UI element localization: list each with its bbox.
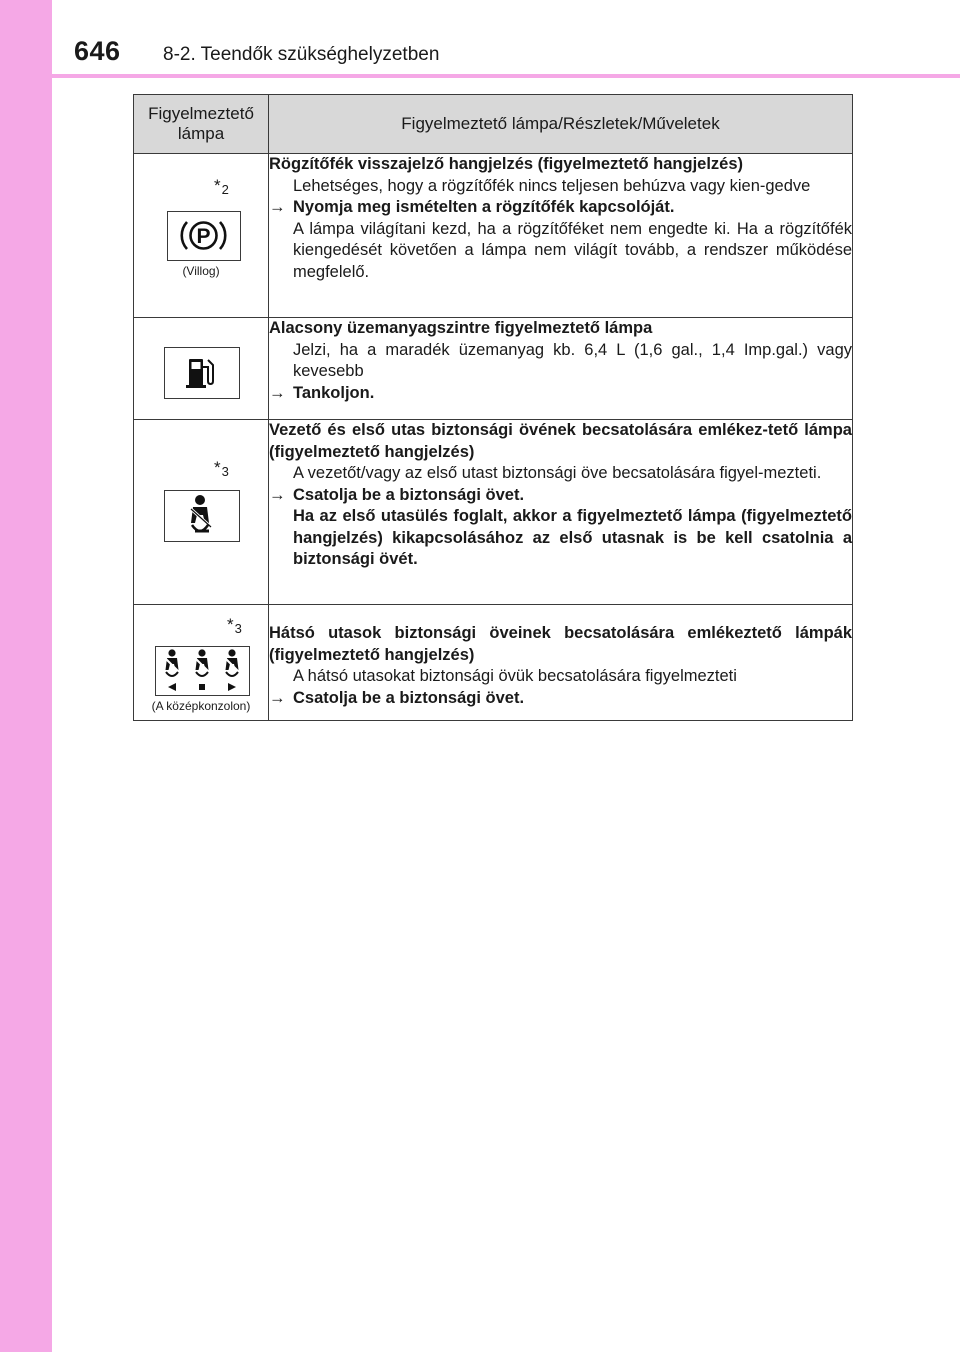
table-row [134, 154, 853, 318]
icon-cell [134, 154, 269, 318]
action-line [269, 383, 852, 405]
footnote-mark: $*_3$ [214, 458, 229, 479]
action-extra: Ha az első utasülés foglalt, akkor a figyelmeztető lámpa (figyelmeztető hangjelzés) kikapcsolásához az első utasnak is be kell csatolnia a biztonsági övét. [293, 507, 852, 568]
arrow-icon: → [269, 198, 286, 216]
svg-text:P: P [196, 225, 211, 248]
icon-cell [134, 318, 269, 420]
lamp-detail: Jelzi, ha a maradék üzemanyag kb. 6,4 L (1,6 gal., 1,4 Imp.gal.) vagy kevesebb [293, 340, 852, 380]
section-title: 8-2. Teendők szükséghelyzetben [163, 44, 440, 65]
description-cell [269, 318, 853, 420]
lamp-title: Vezető és első utas biztonsági övének becsatolására emlékez-tető lámpa (figyelmeztető hangjelzés) [269, 421, 852, 461]
description-cell [269, 605, 853, 721]
action-extra: A lámpa világítani kezd, ha a rögzítőféket nem engedte ki. Ha a rögzítőfék kiengedését követően a lámpa nem világít tovább, a rendszer működése megfelelő. [293, 219, 852, 281]
parking-brake-icon [167, 211, 241, 261]
arrow-icon: → [269, 688, 286, 707]
lamp-title: Hátsó utasok biztonsági öveinek becsatolására emlékeztető lámpák (figyelmeztető hangjelzés) [269, 624, 852, 664]
lamp-detail: Lehetséges, hogy a rögzítőfék nincs teljesen behúzva vagy kien-gedve [293, 176, 811, 195]
arrow-icon: → [269, 485, 286, 504]
lamp-detail: A hátsó utasokat biztonsági övük becsatolására figyelmezteti [293, 667, 737, 685]
icon-caption: (Villog) [182, 264, 220, 278]
action-line [269, 197, 852, 219]
description-cell [269, 154, 853, 318]
table-row [134, 420, 853, 605]
fuel-pump-icon [164, 347, 240, 399]
lamp-detail: A vezetőt/vagy az első utast biztonsági öve becsatolására figyel-mezteti. [293, 464, 822, 482]
table-row [134, 605, 853, 721]
header-lamp: Figyelmeztető lámpa [134, 95, 269, 154]
warning-lamp-table [133, 94, 853, 721]
icon-caption: (A középkonzolon) [151, 699, 251, 713]
action-text: Csatolja be a biztonsági övet. [293, 688, 525, 707]
page-number: 646 [74, 36, 121, 66]
footnote-mark: $*_2$ [214, 176, 229, 197]
seatbelt-icon [164, 490, 240, 542]
description-cell [269, 420, 853, 605]
action-line [269, 485, 852, 507]
arrow-icon: → [269, 383, 286, 402]
footnote-mark: $*_3$ [227, 615, 242, 636]
lamp-title: Alacsony üzemanyagszintre figyelmeztető lámpa [269, 319, 653, 337]
header-details: Figyelmeztető lámpa/Részletek/Műveletek [269, 95, 853, 154]
action-text: Tankoljon. [293, 383, 375, 402]
icon-cell [134, 605, 269, 721]
lamp-title: Rögzítőfék visszajelző hangjelzés (figyelmeztető hangjelzés) [269, 155, 744, 173]
table-header-row [134, 95, 853, 154]
action-text: Nyomja meg ismételten a rögzítőfék kapcsolóját. [293, 198, 675, 216]
table-row [134, 318, 853, 420]
action-line [269, 688, 852, 710]
rear-seatbelts-icon [155, 646, 250, 696]
icon-cell [134, 420, 269, 605]
side-color-bar [0, 0, 52, 1352]
action-text: Csatolja be a biztonsági övet. [293, 485, 525, 504]
header-rule [52, 74, 960, 78]
